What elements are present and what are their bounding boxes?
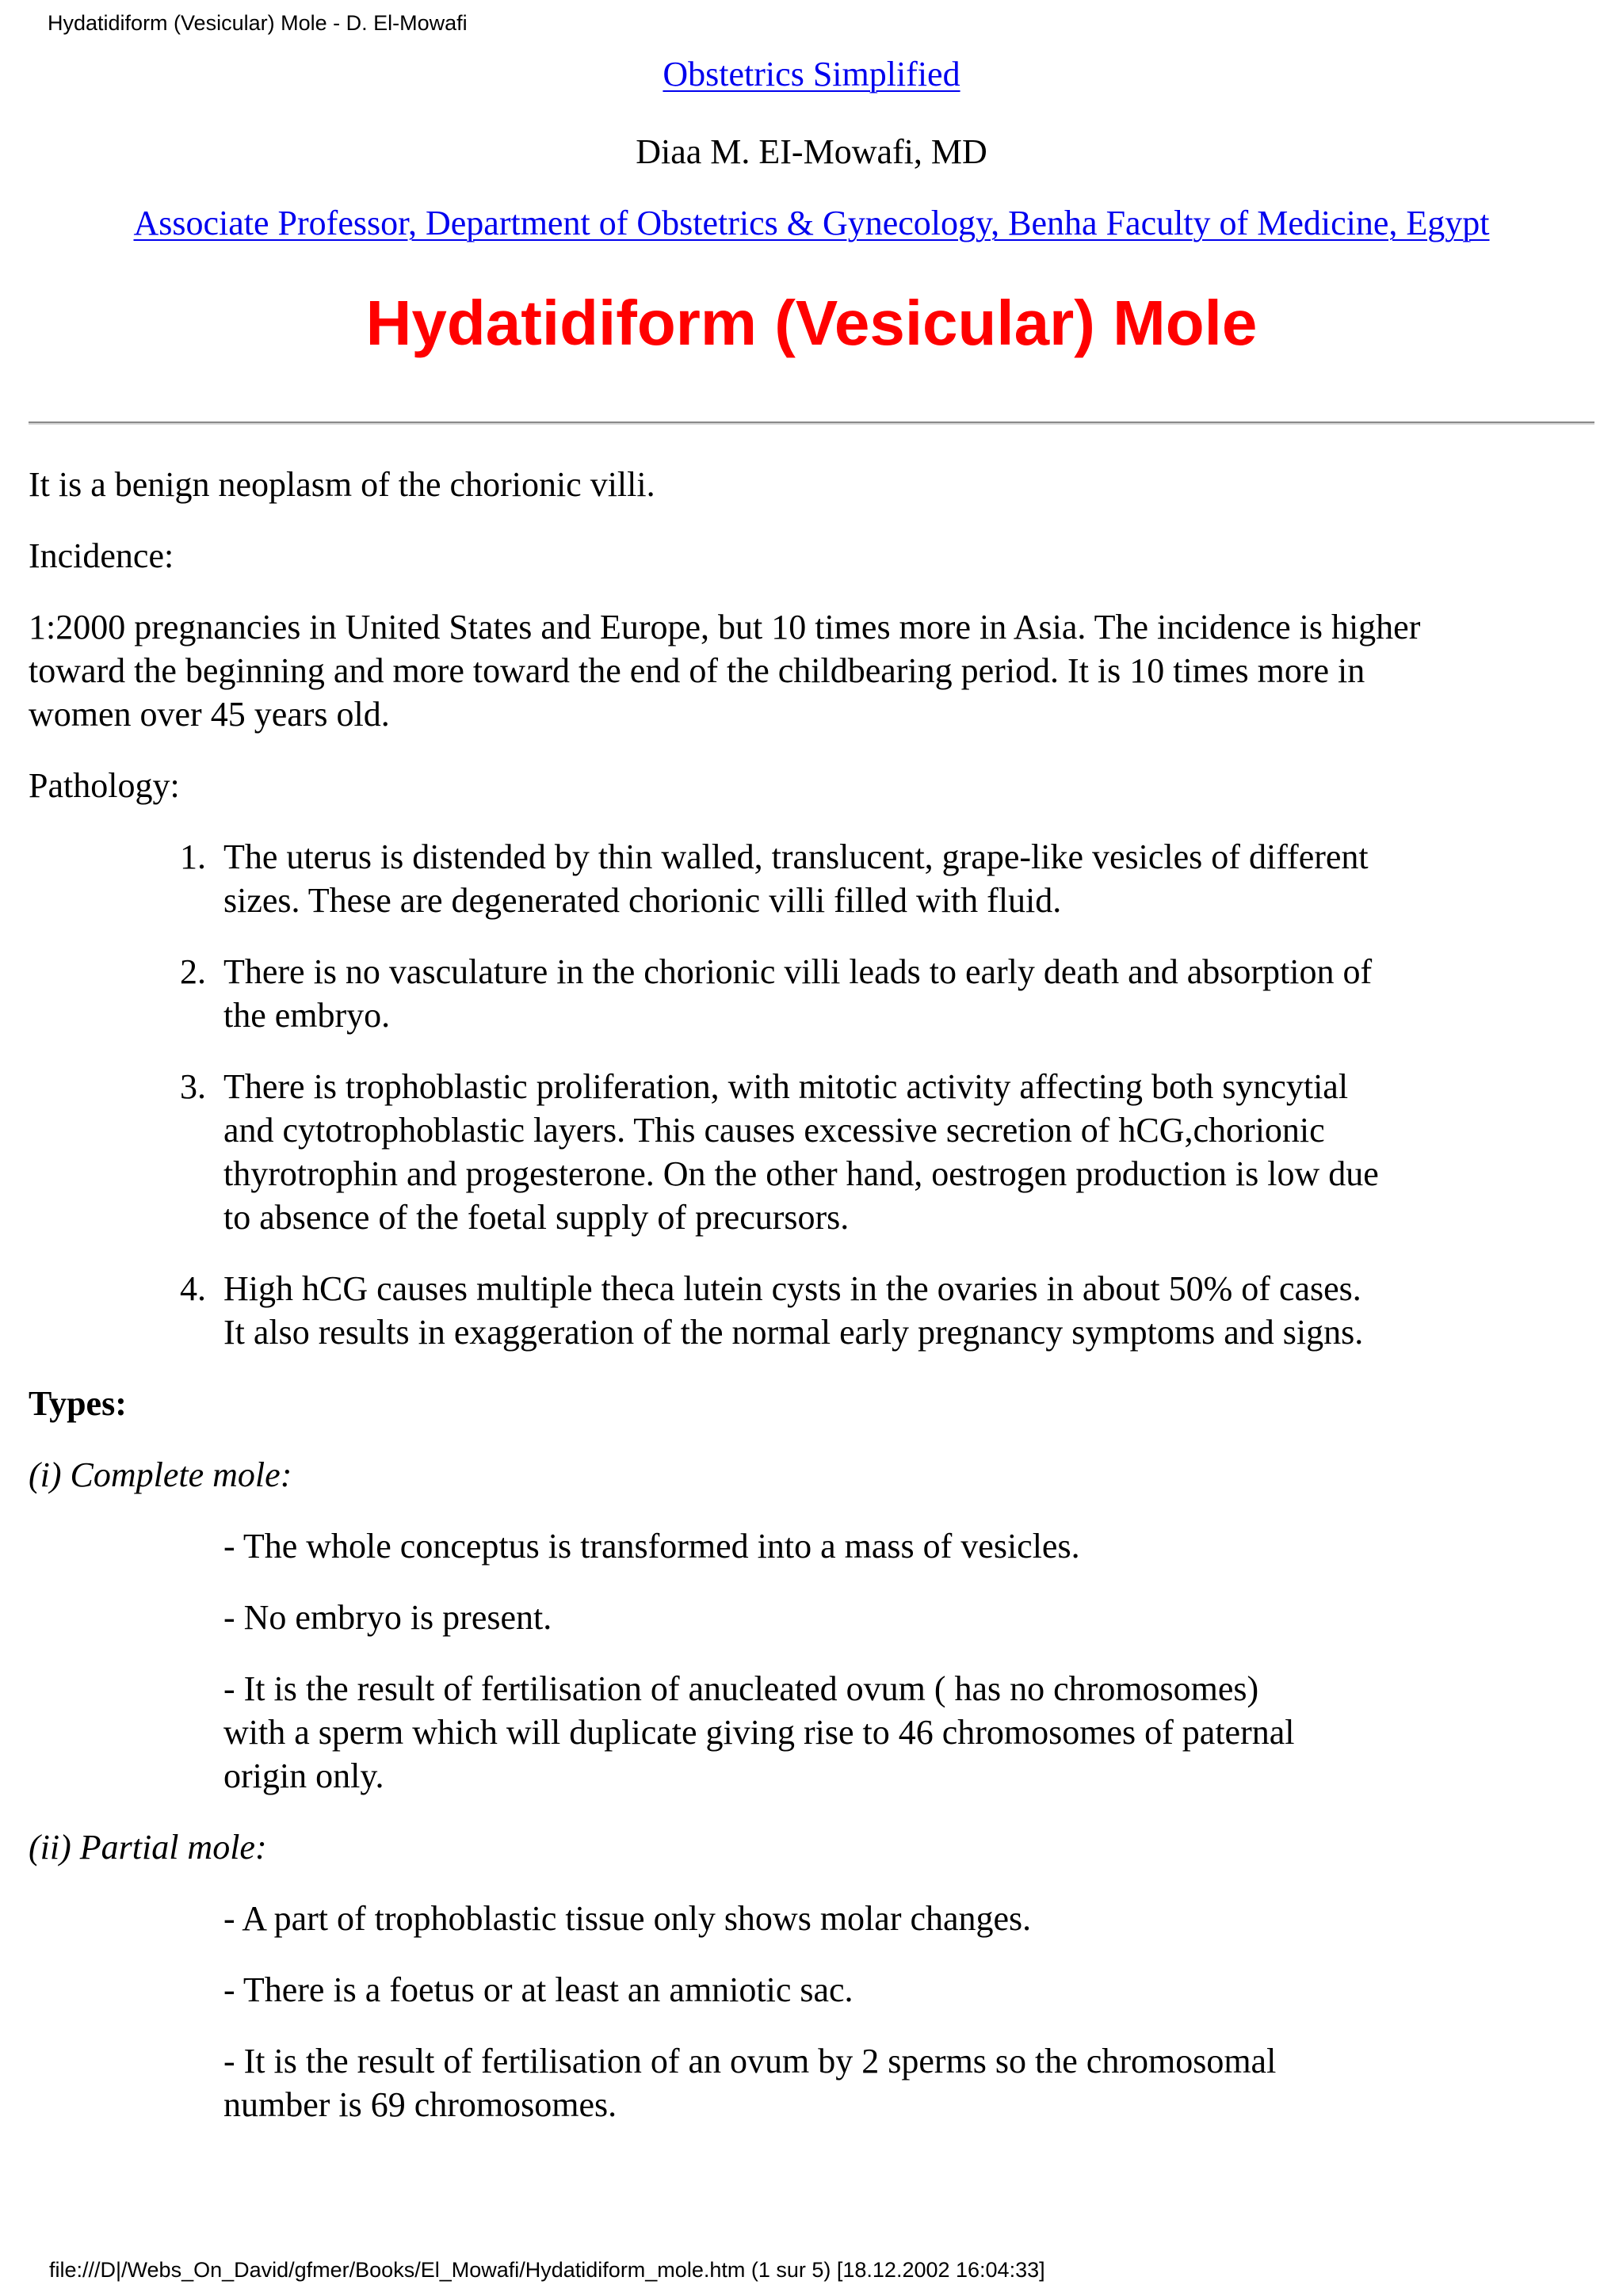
- list-item-line: to absence of the foetal supply of precursors.: [223, 1198, 850, 1237]
- print-footer-url: file:///D|/Webs_On_David/gfmer/Books/El_Mowafi/Hydatidiform_mole.htm (1 sur 5) [18.12.2002 16:04:33]: [49, 2258, 1045, 2282]
- series-link-container: [0, 54, 1623, 94]
- list-item-number: 3.: [180, 1067, 206, 1106]
- complete-mole-point-line: with a sperm which will duplicate giving rise to 46 chromosomes of paternal: [223, 1713, 1295, 1752]
- list-item-number: 2.: [180, 952, 206, 991]
- incidence-line: 1:2000 pregnancies in United States and Europe, but 10 times more in Asia. The incidence is higher: [29, 608, 1421, 646]
- incidence-heading: Incidence:: [29, 536, 174, 575]
- list-item-number: 4.: [180, 1269, 206, 1308]
- list-item-line: the embryo.: [223, 996, 391, 1035]
- affiliation-link[interactable]: Associate Professor, Department of Obstetrics & Gynecology, Benha Faculty of Medicine, Egypt: [133, 204, 1490, 242]
- pathology-heading: Pathology:: [29, 766, 180, 805]
- partial-mole-heading: (ii) Partial mole:: [29, 1828, 267, 1867]
- complete-mole-point: - It is the result of fertilisation of anucleated ovum ( has no chromosomes): [223, 1669, 1259, 1708]
- list-item-number: 1.: [180, 837, 206, 876]
- incidence-line: women over 45 years old.: [29, 695, 390, 734]
- affiliation-link-container: [0, 203, 1623, 243]
- types-heading: Types:: [29, 1384, 127, 1423]
- list-item-line: The uterus is distended by thin walled, translucent, grape-like vesicles of different: [223, 837, 1369, 876]
- incidence-line: toward the beginning and more toward the end of the childbearing period. It is 10 times more in: [29, 651, 1365, 690]
- author-name: Diaa M. EI-Mowafi, MD: [636, 132, 987, 171]
- list-item-line: High hCG causes multiple theca lutein cysts in the ovaries in about 50% of cases.: [223, 1269, 1361, 1308]
- partial-mole-point: - A part of trophoblastic tissue only shows molar changes.: [223, 1899, 1032, 1938]
- complete-mole-point: - The whole conceptus is transformed into a mass of vesicles.: [223, 1527, 1080, 1566]
- partial-mole-point: - There is a foetus or at least an amniotic sac.: [223, 1970, 854, 2009]
- complete-mole-point-line: origin only.: [223, 1756, 384, 1795]
- partial-mole-point-line: number is 69 chromosomes.: [223, 2085, 617, 2124]
- page-title: Hydatidiform (Vesicular) Mole: [365, 288, 1258, 358]
- list-item-line: and cytotrophoblastic layers. This causes excessive secretion of hCG,chorionic: [223, 1111, 1325, 1150]
- list-item-line: thyrotrophin and progesterone. On the other hand, oestrogen production is low due: [223, 1154, 1379, 1193]
- complete-mole-point: - No embryo is present.: [223, 1598, 552, 1637]
- intro-text: It is a benign neoplasm of the chorionic villi.: [29, 465, 655, 504]
- horizontal-divider: [29, 421, 1594, 425]
- obstetrics-simplified-link[interactable]: Obstetrics Simplified: [663, 55, 960, 93]
- list-item-line: There is trophoblastic proliferation, with mitotic activity affecting both syncytial: [223, 1067, 1349, 1106]
- print-header-title: Hydatidiform (Vesicular) Mole - D. El-Mowafi: [48, 11, 468, 35]
- complete-mole-heading: (i) Complete mole:: [29, 1455, 292, 1494]
- partial-mole-point: - It is the result of fertilisation of an ovum by 2 sperms so the chromosomal: [223, 2042, 1277, 2081]
- list-item-line: It also results in exaggeration of the normal early pregnancy symptoms and signs.: [223, 1313, 1364, 1352]
- list-item-line: There is no vasculature in the chorionic villi leads to early death and absorption of: [223, 952, 1373, 991]
- list-item-line: sizes. These are degenerated chorionic villi filled with fluid.: [223, 881, 1062, 920]
